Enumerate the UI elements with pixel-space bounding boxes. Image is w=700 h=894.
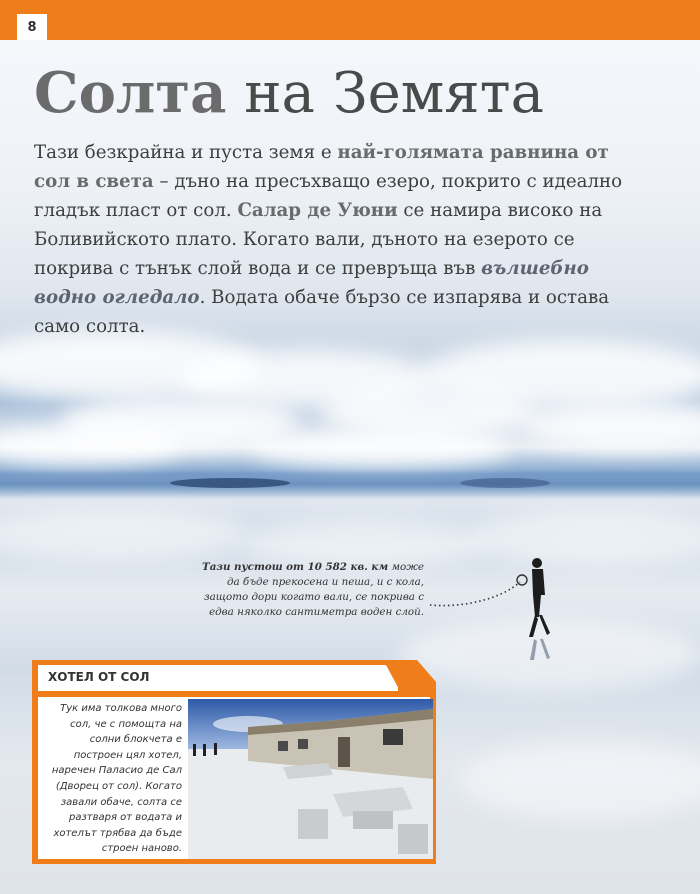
intro-highlight-salar-de-uyuni: Салар де Уюни [237, 200, 398, 221]
intro-text-3: се намира високо на Боливийското плато. Когато вали, дъното на езерото се покрива с тънък слой вода и се превръща във [34, 200, 603, 279]
page-title [34, 58, 544, 129]
title-bold: Солта [34, 60, 227, 126]
intro-paragraph [34, 138, 634, 341]
page-number: 8 [17, 14, 47, 40]
caption-bold: Тази пустош от 10 582 кв. км [202, 561, 389, 573]
salt-hotel-title: ХОТЕЛ ОТ СОЛ [48, 670, 150, 684]
title-regular: на Земята [244, 61, 544, 126]
salt-hotel-text: Тук има толкова много сол, че с помощта на солни блокчета е построен цял хотел, наречен Паласио де Сал (Дворец от сол). Когато завали обаче, солта се разтваря от водата и хотелът трябва да бъде строен наново. [51, 703, 182, 855]
caption-text: може да бъде прекосена и пеша, и с кола, защото дори когато вали, се покрива с едва няколко сантиметра воден слой. [203, 561, 424, 618]
intro-highlight-water-mirror: вълшебно водно огледало [34, 258, 589, 308]
photo-caption [200, 560, 424, 620]
caption-leader-line [420, 570, 530, 615]
top-orange-bar [0, 0, 700, 40]
intro-text-1: Тази безкрайна и пуста земя е [34, 142, 338, 163]
intro-text-4: . Водата обаче бързо се изпарява и остава само солта. [34, 287, 610, 337]
intro-highlight-largest-salt-flat: най-голямата равнина от сол в света [34, 142, 609, 192]
intro-text-2: – дъно на пресъхващо езеро, покрито с идеално гладък пласт от сол. [34, 171, 623, 221]
salt-hotel-photo [188, 699, 433, 859]
walking-person-icon [515, 555, 555, 665]
